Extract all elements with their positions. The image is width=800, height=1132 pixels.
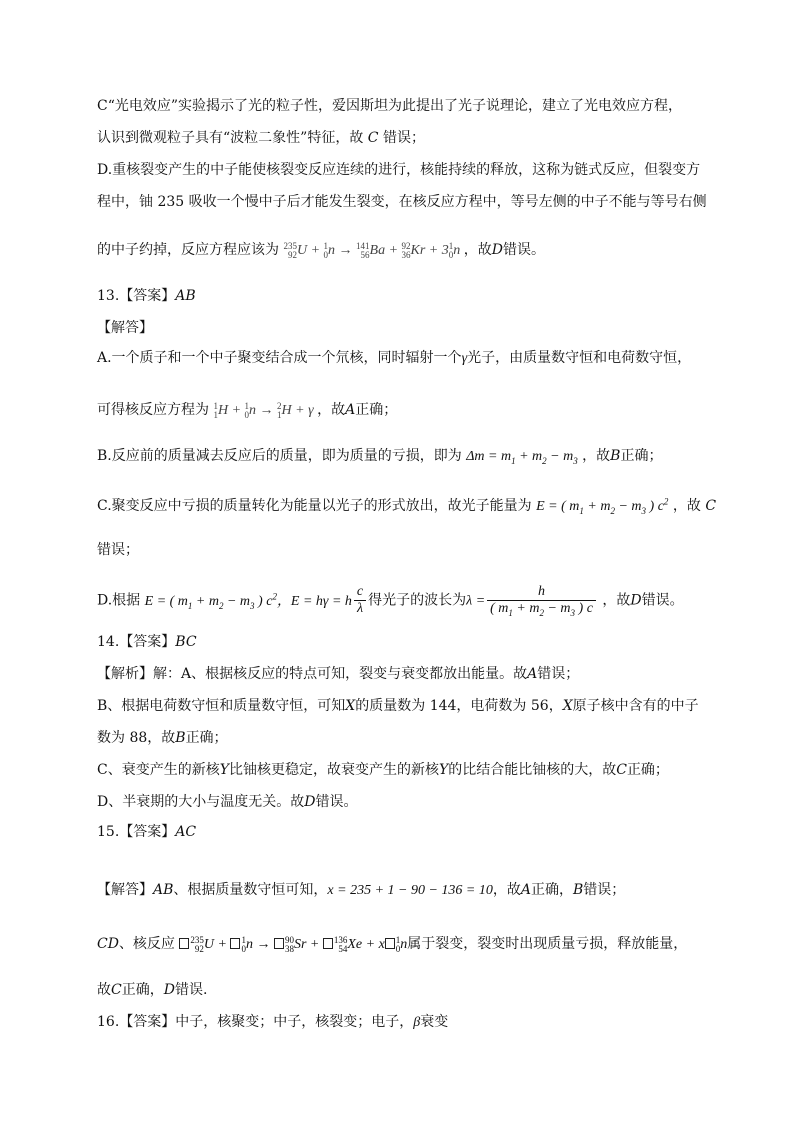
mass-defect-formula: $\Delta m = m_1 + m_2 - m_3$	[466, 449, 578, 466]
text-line-c-wrong: 错误；	[97, 542, 139, 558]
text-line-c-photoelectric: C“光电效应”实验揭示了光的粒子性，爱因斯坦为此提出了光子说理论，建立了光电效应方程，	[97, 98, 683, 114]
text-line-14-b2: 数为 88，故B正确；	[97, 730, 228, 746]
answer-13: 13.【答案】AB	[97, 288, 196, 304]
c-over-lambda: $\frac{c}{\lambda}$	[354, 584, 366, 617]
text-line-15-ab: 【解答】AB、根据质量数守恒可知，x = 235 + 1 − 90 − 136 = 10，故A正确，B错误；	[97, 882, 626, 898]
answer-14: 14.【答案】BC	[97, 634, 197, 650]
text-line-15-conclusion: 故C正确，D错误.	[97, 982, 208, 998]
text-line-fission-equation: 的中子约掉，反应方程应该为 235 92 U + 1 0 n → 141 56 Ba + 92 36 Kr + 3 1 0 n ，故D错误。	[97, 240, 545, 260]
text-line-a-equation: 可得核反应方程为 1 1 H + 1 0 n → 2 1 H + γ ，故A正确；	[97, 400, 398, 420]
text-line-c-energy: C.聚变反应中亏损的质量转化为能量以光子的形式放出，故光子能量为 E = ( $m_1 + m_2 - m_3$ ) $c^2$ ，故 C	[97, 496, 717, 516]
jieda-13: 【解答】	[97, 320, 153, 336]
fusion-equation: 1 1 H + 1 0 n → 2 1 H + γ	[213, 400, 318, 420]
wavelength-formula: $\frac{h}{( m_1 + m_2 - m_3 ) c}$	[487, 584, 596, 617]
text-line-uranium-235: 程中，铀 235 吸收一个慢中子后才能发生裂变，在核反应方程中，等号左侧的中子不能与等号右侧	[97, 194, 707, 210]
answer-15: 15.【答案】AC	[97, 824, 197, 840]
fission-sr-xe-equation: 235 92 U + 1 0 n → 90 38 Sr + 136 54 Xe + x 1 0 n	[179, 937, 407, 952]
text-line-b-mass-defect: B.反应前的质量减去反应后的质量，即为质量的亏损，即为 $\Delta m = m_1 + m_2 - m_3$ ，故B正确；	[97, 448, 663, 466]
text-line-14-a: 【解析】解：A、根据核反应的特点可知，裂变与衰变都放出能量。故A错误；	[97, 666, 580, 682]
photon-energy-formula: E = ( $m_1 + m_2 - m_3$ ) $c^2$	[536, 496, 669, 516]
text-line-a-deuteron: A.一个质子和一个中子聚变结合成一个氘核，同时辐射一个γ光子，由质量数守恒和电荷数守恒，	[97, 350, 692, 366]
text-line-15-cd: CD、核反应 235 92 U + 1 0 n → 90 38 Sr + 136 54 Xe + x 1 0 n属于裂变，裂变时出现质量亏损，释放能量，	[97, 934, 688, 954]
text-line-d-wavelength: D.根据 E = ( $m_1 + m_2 - m_3$ ) $c^2$，E = hγ = h $\frac{c}{\lambda}$ 得光子的波长为λ = $\frac{h}{( m_1 + m_2 - m_3 ) c}$ ，故D错误。	[97, 584, 684, 618]
text-line-wave-particle: 认识到微观粒子具有“波粒二象性”特征，故 C 错误；	[97, 130, 425, 146]
fission-equation: 235 92 U + 1 0 n → 141 56 Ba + 92 36 Kr + 3 1 0 n	[283, 240, 464, 260]
text-line-14-b: B、根据电荷数守恒和质量数守恒，可知X的质量数为 144，电荷数为 56，X原子核中含有的中子	[97, 698, 699, 714]
text-line-14-d: D、半衰期的大小与温度无关。故D错误。	[97, 794, 358, 810]
text-line-d-chain-reaction: D.重核裂变产生的中子能使核裂变反应连续的进行，核能持续的释放，这称为链式反应，但裂变方	[97, 162, 701, 178]
text-line-14-c: C、衰变产生的新核Y比铀核更稳定，故衰变产生的新核Y的比结合能比铀核的大，故C正确；	[97, 762, 669, 778]
energy-formula-ref: E = ( $m_1 + m_2 - m_3$ ) $c^2$，E = hγ = h	[144, 590, 352, 611]
answer-16: 16.【答案】中子，核聚变；中子，核裂变；电子，β衰变	[97, 1014, 449, 1030]
